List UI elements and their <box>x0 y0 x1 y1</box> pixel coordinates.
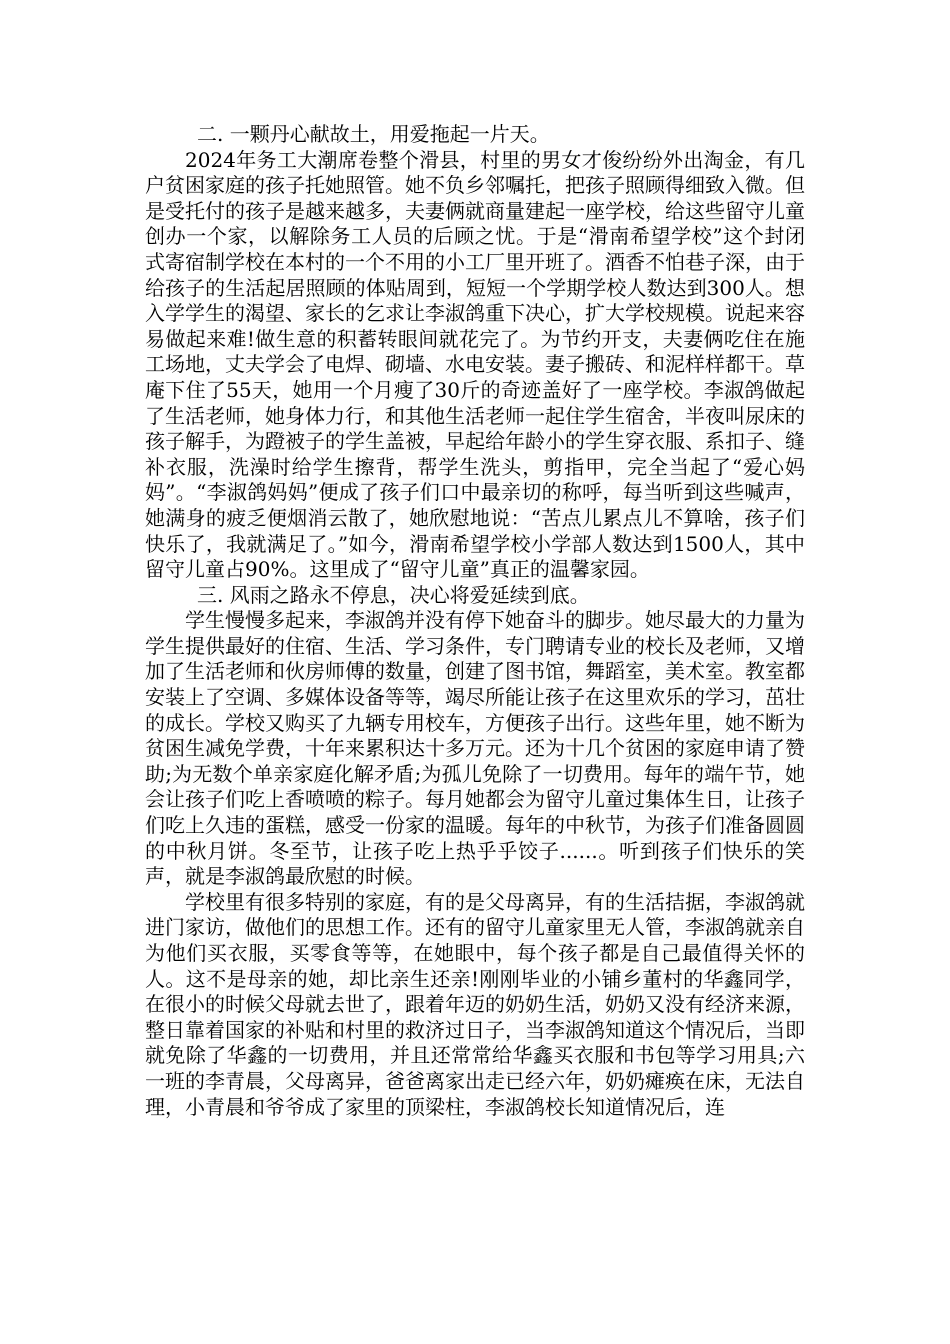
paragraph-3-2: 学校里有很多特别的家庭，有的是父母离异，有的生活拮据，李淑鸽就进门家访，做他们的思想工作。还有的留守儿童家里无人管，李淑鸽就亲自为他们买衣服，买零食等等，在她眼中，每个孩子都是自己最值得关怀的人。这不是母亲的她，却比亲生还亲!刚刚毕业的小铺乡董村的华鑫同学，在很小的时候父母就去世了，跟着年迈的奶奶生活，奶奶又没有经济来源，整日靠着国家的补贴和村里的救济过日子，当李淑鸽知道这个情况后，当即就免除了华鑫的一切费用，并且还常常给华鑫买衣服和书包等学习用具;六一班的李青晨，父母离异，爸爸离家出走已经六年，奶奶瘫痪在床，无法自理，小青晨和爷爷成了家里的顶梁柱，李淑鸽校长知道情况后，连 <box>145 889 805 1119</box>
section-heading-3: 三. 风雨之路永不停息，决心将爱延续到底。 <box>197 582 590 607</box>
section-heading-2: 二. 一颗丹心献故土，用爱拖起一片天。 <box>197 122 550 146</box>
paragraph-2-1: 2024年务工大潮席卷整个滑县，村里的男女才俊纷纷外出淘金，有几户贫困家庭的孩子托她照管。她不负乡邻嘱托，把孩子照顾得细致入微。但是受托付的孩子是越来越多，夫妻俩就商量建起一座学校，给这些留守儿童创办一个家，以解除务工人员的后顾之忧。于是“滑南希望学校”这个封闭式寄宿制学校在本村的一个不用的小工厂里开班了。酒香不怕巷子深，由于给孩子的生活起居照顾的体贴周到，短短一个学期学校人数达到300人。想入学学生的渴望、家长的乞求让李淑鸽重下决心，扩大学校规模。说起来容易做起来难!做生意的积蓄转眼间就花完了。为节约开支，夫妻俩吃住在施工场地，丈夫学会了电焊、砌墙、水电安装。妻子搬砖、和泥样样都干。草庵下住了55天，她用一个月瘦了30斤的奇迹盖好了一座学校。李淑鸽做起了生活老师，她身体力行，和其他生活老师一起住学生宿舍，半夜叫尿床的孩子解手，为蹬被子的学生盖被，早起给年龄小的学生穿衣服、系扣子、缝补衣服，洗澡时给学生擦背，帮学生洗头，剪指甲，完全当起了“爱心妈妈”。“李淑鸽妈妈”便成了孩子们口中最亲切的称呼，每当听到这些喊声，她满身的疲乏便烟消云散了，她欣慰地说：“苦点儿累点儿不算啥，孩子们快乐了，我就满足了。”如今，滑南希望学校小学部人数达到1500人，其中留守儿童占90%。这里成了“留守儿童”真正的温馨家园。 <box>145 147 805 582</box>
document-page <box>145 122 805 1120</box>
paragraph-3-1: 学生慢慢多起来，李淑鸽并没有停下她奋斗的脚步。她尽最大的力量为学生提供最好的住宿、生活、学习条件，专门聘请专业的校长及老师，又增加了生活老师和伙房师傅的数量，创建了图书馆，舞蹈室，美术室。教室都安装上了空调、多媒体设备等等，竭尽所能让孩子在这里欢乐的学习，茁壮的成长。学校又购买了九辆专用校车，方便孩子出行。这些年里，她不断为贫困生减免学费，十年来累积达十多万元。还为十几个贫困的家庭申请了赞助;为无数个单亲家庭化解矛盾;为孤儿免除了一切费用。每年的端午节，她会让孩子们吃上香喷喷的粽子。每月她都会为留守儿童过集体生日，让孩子们吃上久违的蛋糕，感受一份家的温暖。每年的中秋节，为孩子们准备圆圆的中秋月饼。冬至节，让孩子吃上热乎乎饺子......。听到孩子们快乐的笑声，就是李淑鸽最欣慰的时候。 <box>145 608 805 889</box>
